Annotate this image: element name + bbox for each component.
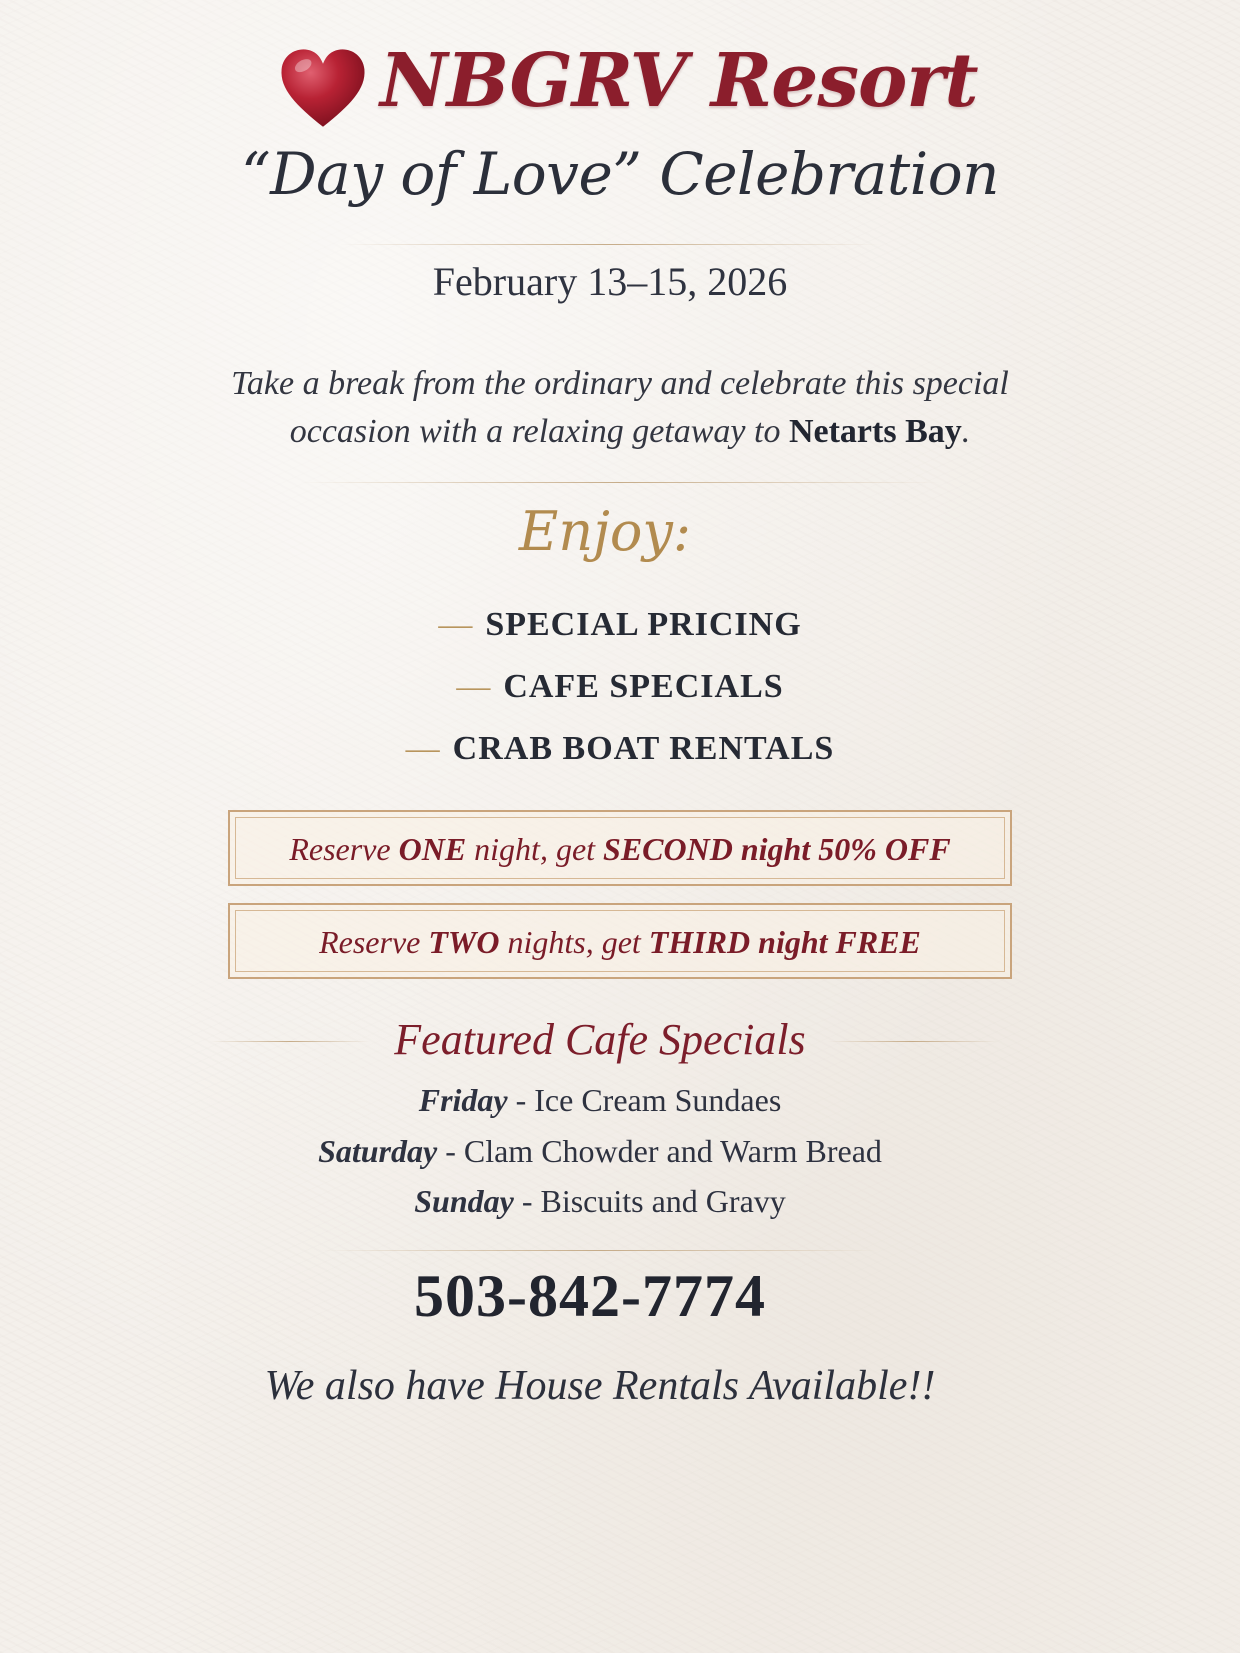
- special-separator: -: [507, 1082, 535, 1118]
- offer-text-bold: TWO: [428, 924, 500, 960]
- intro-line-2-end: .: [961, 413, 971, 450]
- intro-line-2: [0, 408, 1240, 456]
- header: [270, 38, 978, 138]
- cafe-special-friday: [0, 1082, 1200, 1119]
- intro-text: [0, 360, 1240, 456]
- location-name: Netarts Bay: [788, 413, 962, 450]
- dash-icon: —: [405, 730, 441, 767]
- special-separator: -: [513, 1183, 541, 1219]
- offer-text-part: night, get: [466, 831, 604, 867]
- offer-box-two-nights: [228, 903, 1012, 979]
- resort-name: NBGRV Resort: [380, 38, 978, 124]
- list-item: [0, 668, 1240, 706]
- intro-line-2-text: occasion with a relaxing getaway to: [289, 413, 789, 450]
- offer-text-part: Reserve: [319, 924, 429, 960]
- event-date: February 13–15, 2026: [432, 259, 788, 304]
- divider: [300, 482, 940, 483]
- offer-text-bold: ONE: [398, 831, 467, 867]
- cafe-special-saturday: [0, 1133, 1200, 1170]
- offer-text: [230, 905, 1010, 977]
- celebration-title: “Day of Love” Celebration: [240, 140, 999, 208]
- special-day: Saturday: [318, 1133, 438, 1169]
- special-item: Biscuits and Gravy: [540, 1183, 786, 1219]
- special-item: Ice Cream Sundaes: [534, 1082, 782, 1118]
- list-item: [0, 606, 1240, 644]
- divider: [340, 244, 880, 245]
- offer-text: [230, 812, 1010, 884]
- list-item-label: CAFE SPECIALS: [503, 668, 784, 705]
- offer-text-bold: SECOND night 50% OFF: [603, 831, 951, 867]
- enjoy-heading: Enjoy:: [518, 500, 692, 563]
- offer-text-bold: THIRD night FREE: [648, 924, 921, 960]
- special-day: Friday: [418, 1082, 508, 1118]
- special-separator: -: [437, 1133, 464, 1169]
- dash-icon: —: [456, 668, 492, 705]
- cafe-special-sunday: [0, 1183, 1200, 1220]
- heart-icon: [278, 44, 368, 134]
- cafe-specials-title: Featured Cafe Specials: [394, 1015, 806, 1064]
- intro-line-1: Take a break from the ordinary and celebrate this special: [231, 365, 1009, 402]
- special-day: Sunday: [414, 1183, 514, 1219]
- list-item-label: CRAB BOAT RENTALS: [452, 730, 835, 767]
- special-item: Clam Chowder and Warm Bread: [463, 1133, 882, 1169]
- offer-text-part: Reserve: [289, 831, 399, 867]
- phone-number: 503-842-7774: [414, 1263, 766, 1329]
- list-item-label: SPECIAL PRICING: [485, 606, 802, 643]
- offer-box-one-night: [228, 810, 1012, 886]
- dash-icon: —: [438, 606, 474, 643]
- divider: [320, 1250, 880, 1251]
- offer-text-part: nights, get: [499, 924, 649, 960]
- list-item: [0, 730, 1240, 768]
- house-rentals-note: We also have House Rentals Available!!: [264, 1363, 936, 1409]
